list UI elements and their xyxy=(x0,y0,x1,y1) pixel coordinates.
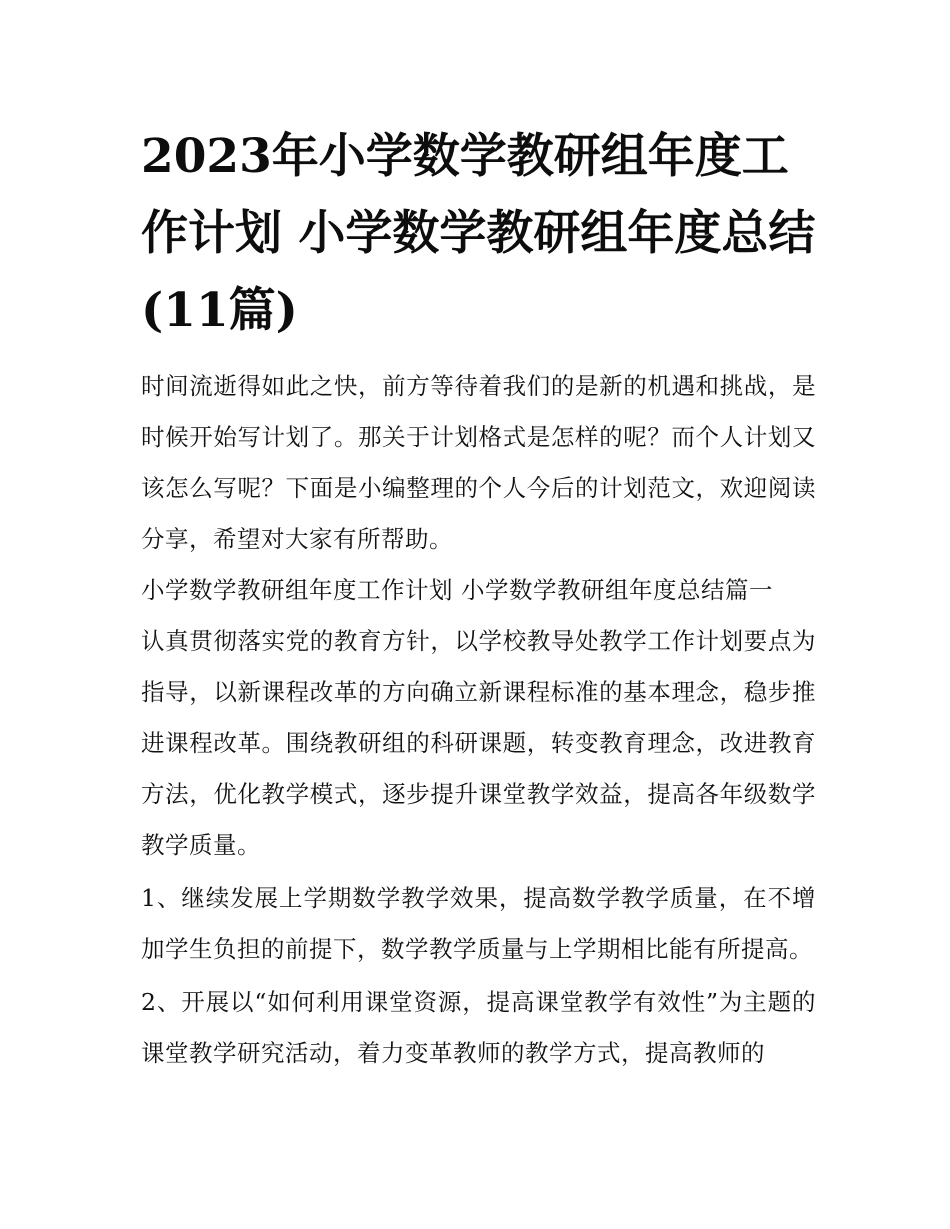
section-heading: 小学数学教研组年度工作计划 小学数学教研组年度总结篇一 xyxy=(141,576,773,604)
document-page xyxy=(141,118,816,1079)
body-paragraph: 认真贯彻落实党的教育方针，以学校教导处教学工作计划要点为指导，以新课程改革的方向确立新课程标准的基本理念，稳步推进课程改革。围绕教研组的科研课题，转变教育理念，改进教育方法，优化教学模式，逐步提升课堂教学效益，提高各年级数学教学质量。 xyxy=(141,627,816,859)
intro-paragraph: 时间流逝得如此之快，前方等待着我们的是新的机遇和挑战，是时候开始写计划了。那关于计划格式是怎样的呢？而个人计划又该怎么写呢？下面是小编整理的个人今后的计划范文，欢迎阅读分享，希望对大家有所帮助。 xyxy=(141,372,816,553)
document-body xyxy=(141,361,816,1079)
list-item-2: 2、开展以“如何利用课堂资源，提高课堂教学有效性”为主题的课堂教学研究活动，着力变革教师的教学方式，提高教师的 xyxy=(141,988,816,1067)
document-title: 2023年小学数学教研组年度工作计划 小学数学教研组年度总结(11篇) xyxy=(141,129,816,338)
list-item-1: 1、继续发展上学期数学教学效果，提高数学教学质量，在不增加学生负担的前提下，数学教学质量与上学期相比能有所提高。 xyxy=(141,884,816,963)
